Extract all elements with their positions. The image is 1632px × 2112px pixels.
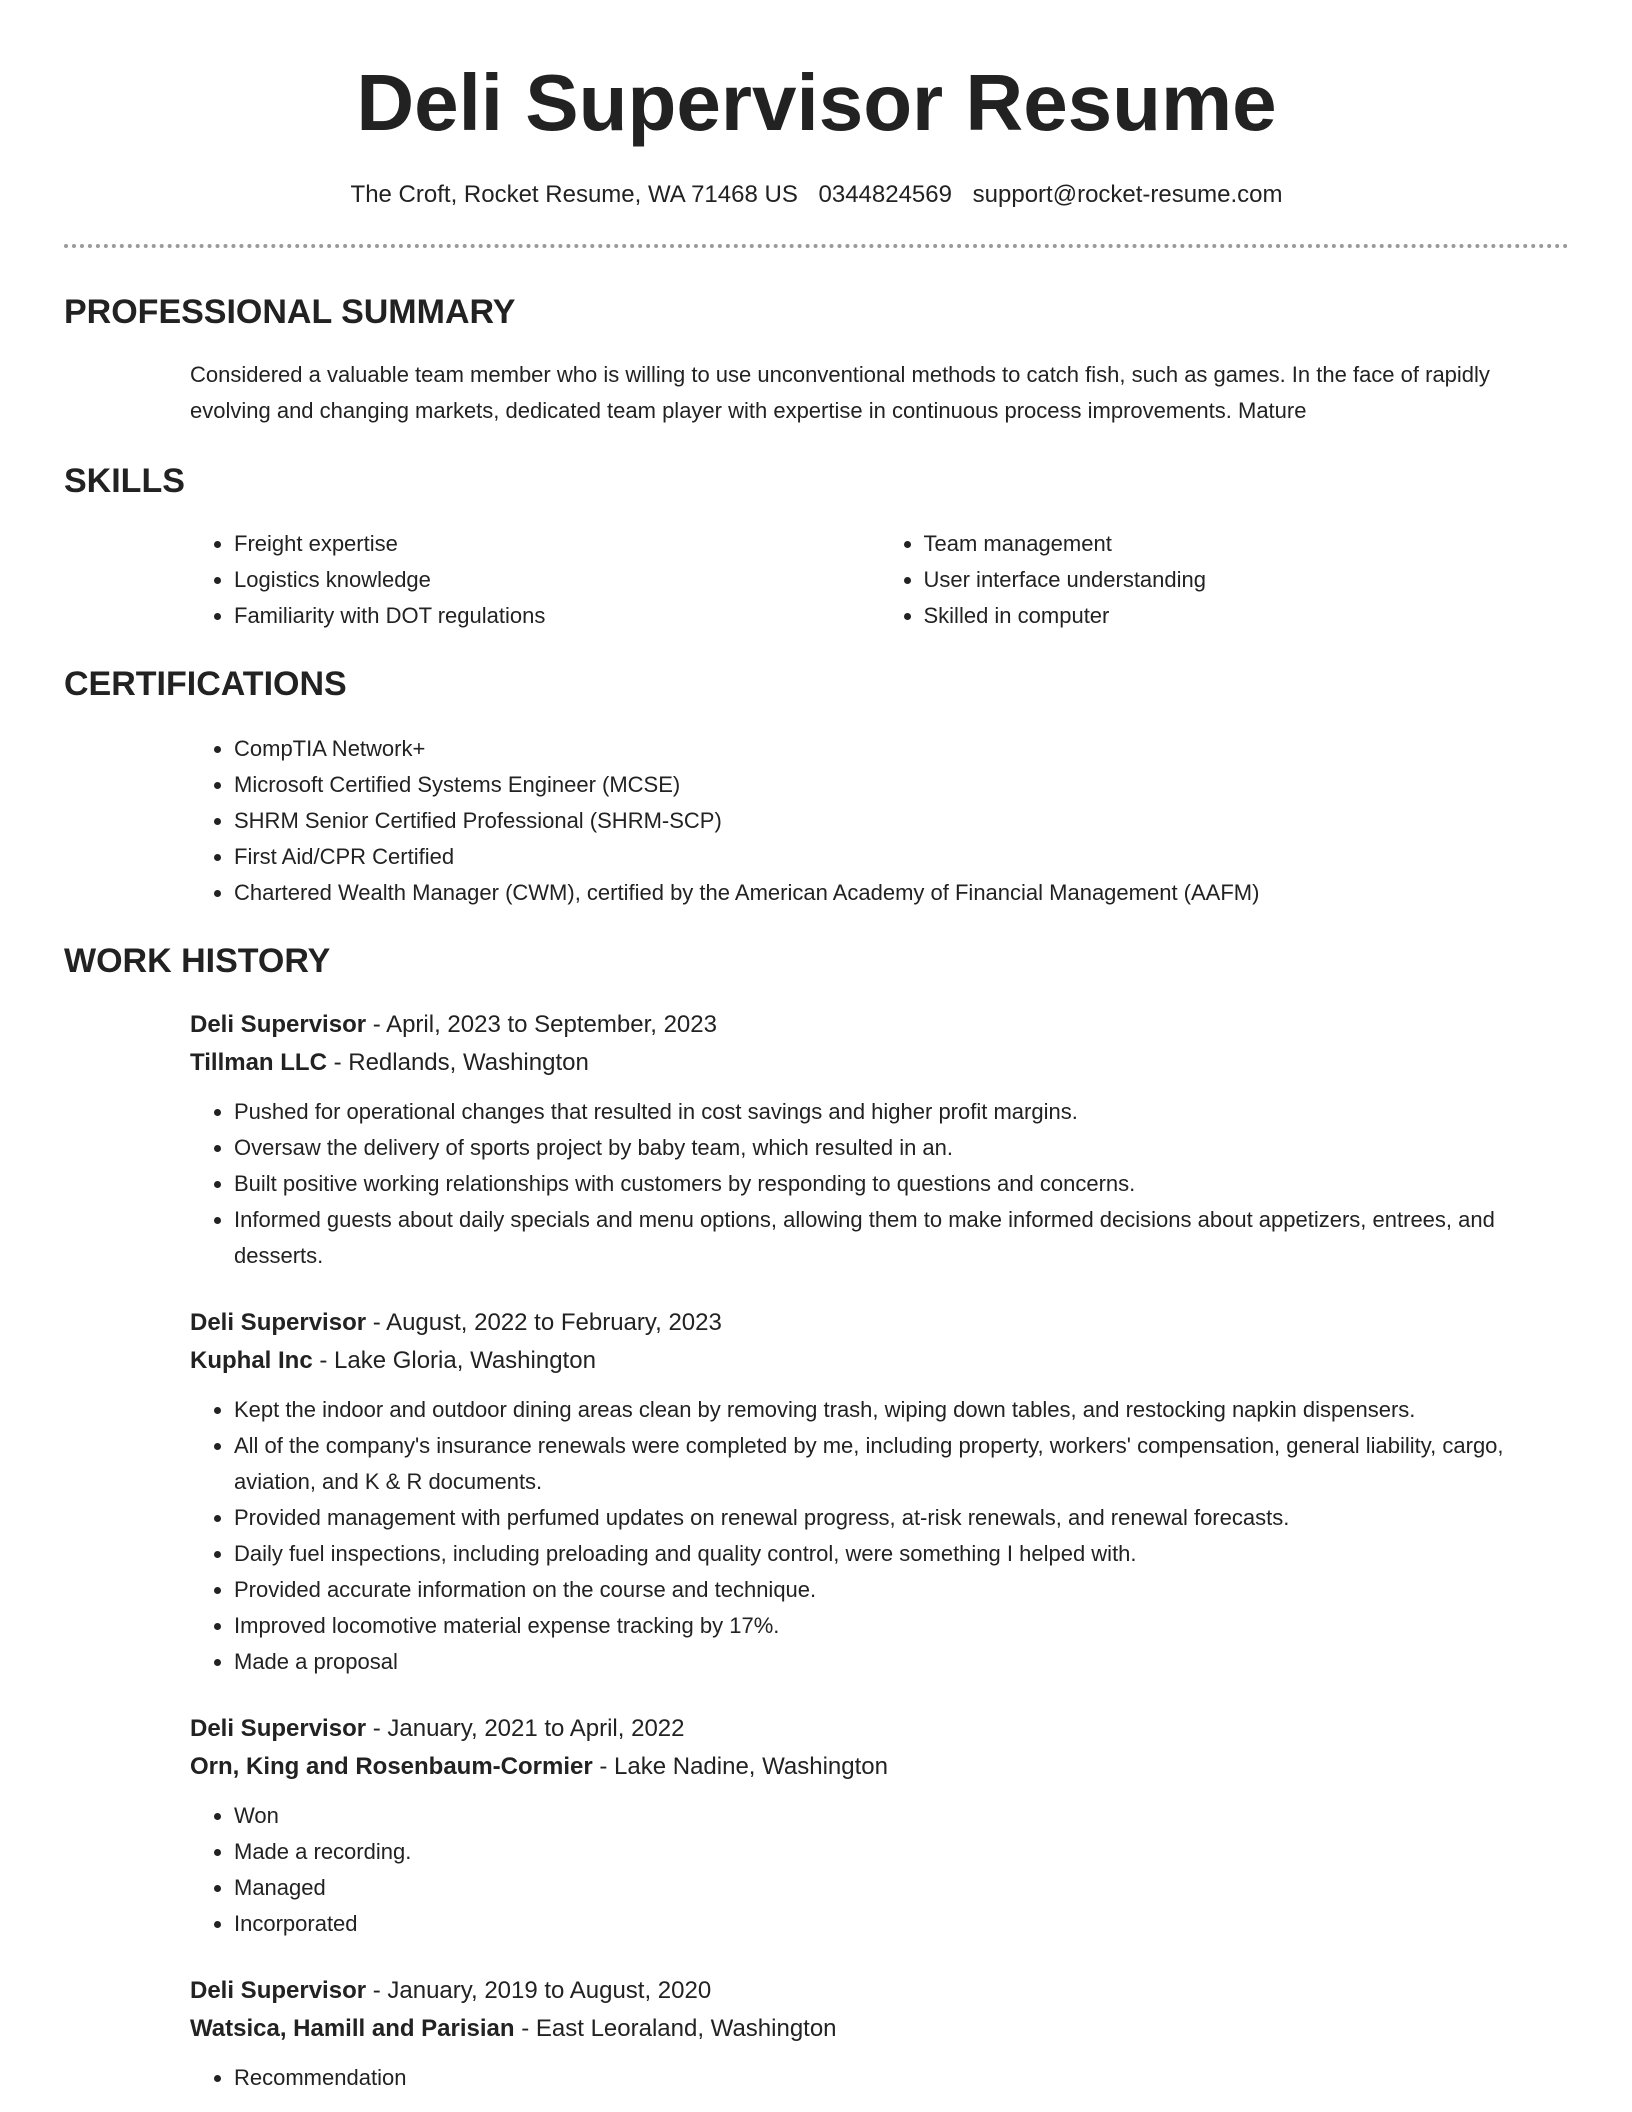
skills-columns <box>190 526 1569 634</box>
certifications-list <box>190 731 1569 911</box>
job-company-line <box>190 1342 1569 1380</box>
job-bullet: • Incorporated <box>234 1906 1569 1942</box>
contact-line <box>64 179 1569 211</box>
job-company: Kuphal Inc <box>190 1347 313 1374</box>
skill-item: • User interface understanding <box>924 562 1570 598</box>
job-title-line <box>190 1304 1569 1342</box>
job-company: Orn, King and Rosenbaum-Cormier <box>190 1753 593 1780</box>
certification-item: • Microsoft Certified Systems Engineer (MCSE) <box>234 767 1569 803</box>
certification-item: • SHRM Senior Certified Professional (SHRM-SCP) <box>234 803 1569 839</box>
skill-item: • Logistics knowledge <box>234 562 880 598</box>
work-history-heading: WORK HISTORY <box>64 942 331 980</box>
job-entry <box>190 1710 1569 1942</box>
job-title: Deli Supervisor <box>190 1011 367 1038</box>
job-entry <box>190 1304 1569 1680</box>
job-title-line <box>190 1972 1569 2010</box>
job-entry <box>190 1006 1569 1274</box>
job-bullet: • Provided accurate information on the course and technique. <box>234 1572 1569 1608</box>
skills-list-right <box>880 526 1570 634</box>
resume-title: Deli Supervisor Resume <box>356 58 1277 147</box>
job-bullet: • Made a recording. <box>234 1834 1569 1870</box>
skills-list-left <box>190 526 880 634</box>
job-bullet: • Oversaw the delivery of sports project by baby team, which resulted in an. <box>234 1130 1569 1166</box>
job-dates: - January, 2021 to April, 2022 <box>366 1715 685 1742</box>
job-dates: - January, 2019 to August, 2020 <box>366 1977 712 2004</box>
summary-text: Considered a valuable team member who is willing to use unconventional methods to catch fish, such as games. In the face of rapidly evolving and changing markets, dedicated team player with expertise in continuous process improvements. Mature <box>190 362 1490 423</box>
job-title-line <box>190 1006 1569 1044</box>
certification-item: • First Aid/CPR Certified <box>234 839 1569 875</box>
job-bullet: • Pushed for operational changes that resulted in cost savings and higher profit margins. <box>234 1094 1569 1130</box>
resume-page <box>64 0 1569 2096</box>
summary-heading: PROFESSIONAL SUMMARY <box>64 293 516 331</box>
skill-item: • Freight expertise <box>234 526 880 562</box>
job-dates: - August, 2022 to February, 2023 <box>366 1309 722 1336</box>
header-divider <box>64 244 1569 248</box>
job-bullet: • Built positive working relationships with customers by responding to questions and concerns. <box>234 1166 1569 1202</box>
job-company: Tillman LLC <box>190 1049 327 1076</box>
job-company-line <box>190 1044 1569 1082</box>
job-bullet: • Kept the indoor and outdoor dining areas clean by removing trash, wiping down tables, and restocking napkin dispensers. <box>234 1392 1569 1428</box>
job-location: - Lake Gloria, Washington <box>312 1347 596 1374</box>
job-company-line <box>190 1748 1569 1786</box>
skill-item: • Team management <box>924 526 1570 562</box>
contact-address: The Croft, Rocket Resume, WA 71468 US <box>350 181 798 208</box>
certification-item: • Chartered Wealth Manager (CWM), certified by the American Academy of Financial Management (AAFM) <box>234 875 1569 911</box>
job-bullets <box>190 1798 1569 1942</box>
job-location: - Lake Nadine, Washington <box>592 1753 888 1780</box>
contact-phone: 0344824569 <box>818 181 952 208</box>
job-company-line <box>190 2010 1569 2048</box>
job-bullet: • Recommendation <box>234 2060 1569 2096</box>
job-bullets <box>190 1094 1569 1274</box>
certifications-heading: CERTIFICATIONS <box>64 665 347 703</box>
job-location: - Redlands, Washington <box>326 1049 589 1076</box>
skill-item: • Skilled in computer <box>924 598 1570 634</box>
certification-item: • CompTIA Network+ <box>234 731 1569 767</box>
job-title: Deli Supervisor <box>190 1977 367 2004</box>
job-bullet: • Won <box>234 1798 1569 1834</box>
job-title: Deli Supervisor <box>190 1309 367 1336</box>
job-bullet: • All of the company's insurance renewals were completed by me, including property, workers' compensation, general liability, cargo, aviation, and K & R documents. <box>234 1428 1569 1500</box>
job-bullet: • Provided management with perfumed updates on renewal progress, at-risk renewals, and renewal forecasts. <box>234 1500 1569 1536</box>
job-company: Watsica, Hamill and Parisian <box>190 2015 515 2042</box>
job-bullet: • Daily fuel inspections, including preloading and quality control, were something I helped with. <box>234 1536 1569 1572</box>
job-entry <box>190 1972 1569 2096</box>
job-title: Deli Supervisor <box>190 1715 367 1742</box>
contact-email: support@rocket-resume.com <box>972 181 1283 208</box>
job-dates: - April, 2023 to September, 2023 <box>366 1011 717 1038</box>
job-bullets <box>190 1392 1569 1680</box>
job-bullet: • Made a proposal <box>234 1644 1569 1680</box>
skill-item: • Familiarity with DOT regulations <box>234 598 880 634</box>
job-location: - East Leoraland, Washington <box>514 2015 837 2042</box>
job-bullet: • Improved locomotive material expense tracking by 17%. <box>234 1608 1569 1644</box>
job-bullets <box>190 2060 1569 2096</box>
skills-heading: SKILLS <box>64 462 185 500</box>
job-bullet: • Informed guests about daily specials and menu options, allowing them to make informed decisions about appetizers, entrees, and desserts. <box>234 1202 1569 1274</box>
job-bullet: • Managed <box>234 1870 1569 1906</box>
job-title-line <box>190 1710 1569 1748</box>
